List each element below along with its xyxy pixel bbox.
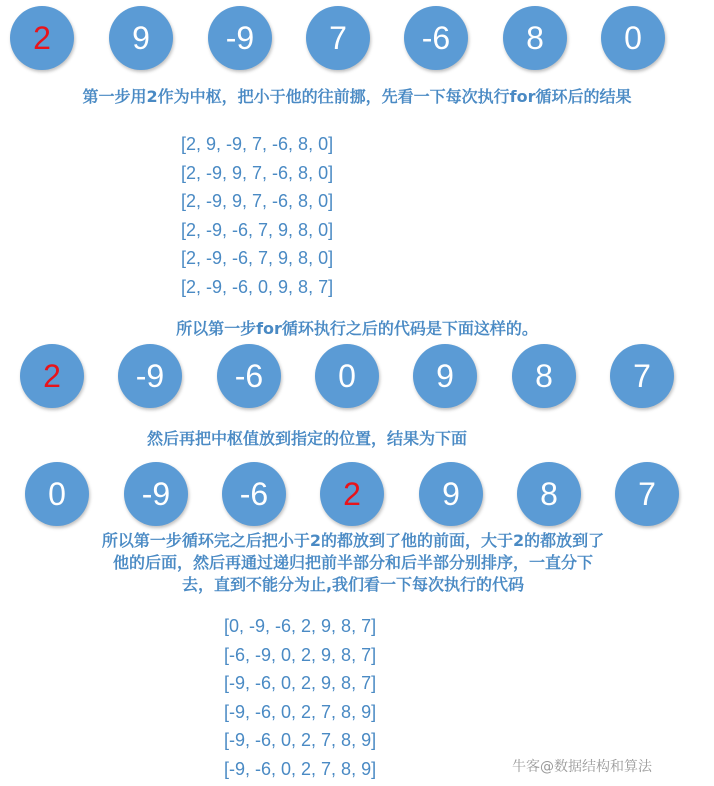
array-state-line: [2, -9, -6, 7, 9, 8, 0] — [181, 248, 334, 269]
array-state-line: [2, -9, 9, 7, -6, 8, 0] — [181, 191, 334, 212]
recursion-results — [224, 612, 376, 784]
array-element: -6 — [404, 6, 468, 70]
array-element: 7 — [306, 6, 370, 70]
array-element: 9 — [413, 344, 477, 408]
array-element: -6 — [222, 462, 286, 526]
for-loop-results — [181, 130, 333, 302]
array-element: -9 — [208, 6, 272, 70]
array-element: -9 — [118, 344, 182, 408]
array-row-pivot-placed — [0, 462, 714, 526]
array-element: 2 — [10, 6, 74, 70]
caption-after-loop: 所以第一步for循环执行之后的代码是下面这样的。 — [176, 319, 538, 338]
array-element: 9 — [419, 462, 483, 526]
array-element: 8 — [517, 462, 581, 526]
array-element: 0 — [315, 344, 379, 408]
array-element: 2 — [20, 344, 84, 408]
array-state-line: [2, -9, 9, 7, -6, 8, 0] — [181, 162, 334, 183]
array-state-line: [-9, -6, 0, 2, 7, 8, 9] — [224, 730, 377, 751]
array-element: -9 — [124, 462, 188, 526]
array-state-line: [-9, -6, 0, 2, 9, 8, 7] — [224, 673, 377, 694]
caption-place-pivot: 然后再把中枢值放到指定的位置，结果为下面 — [146, 429, 467, 448]
array-state-line: [-9, -6, 0, 2, 7, 8, 9] — [224, 758, 377, 779]
array-element: -6 — [217, 344, 281, 408]
array-element: 9 — [109, 6, 173, 70]
watermark: 牛客@数据结构和算法 — [512, 759, 652, 775]
array-row-after-loop — [0, 344, 714, 408]
caption-step1: 第一步用2作为中枢，把小于他的往前挪，先看一下每次执行for循环后的结果 — [82, 87, 632, 106]
array-element: 2 — [320, 462, 384, 526]
array-element: 7 — [610, 344, 674, 408]
array-state-line: [2, -9, -6, 0, 9, 8, 7] — [181, 276, 334, 297]
array-element: 0 — [25, 462, 89, 526]
array-element: 0 — [601, 6, 665, 70]
array-element: 7 — [615, 462, 679, 526]
caption-recursion: 所以第一步循环完之后把小于2的都放到了他的前面，大于2的都放到了 他的后面，然后再通过递归把前半部分和后半部分别排序，一直分下 去，直到不能分为止,我们看一下每次执行的代码 — [101, 531, 605, 594]
array-element: 8 — [503, 6, 567, 70]
array-state-line: [2, -9, -6, 7, 9, 8, 0] — [181, 219, 334, 240]
array-state-line: [-6, -9, 0, 2, 9, 8, 7] — [224, 644, 377, 665]
array-state-line: [2, 9, -9, 7, -6, 8, 0] — [181, 134, 334, 154]
array-state-line: [-9, -6, 0, 2, 7, 8, 9] — [224, 701, 377, 722]
array-row-initial — [0, 6, 714, 70]
array-state-line: [0, -9, -6, 2, 9, 8, 7] — [224, 616, 377, 636]
array-element: 8 — [512, 344, 576, 408]
